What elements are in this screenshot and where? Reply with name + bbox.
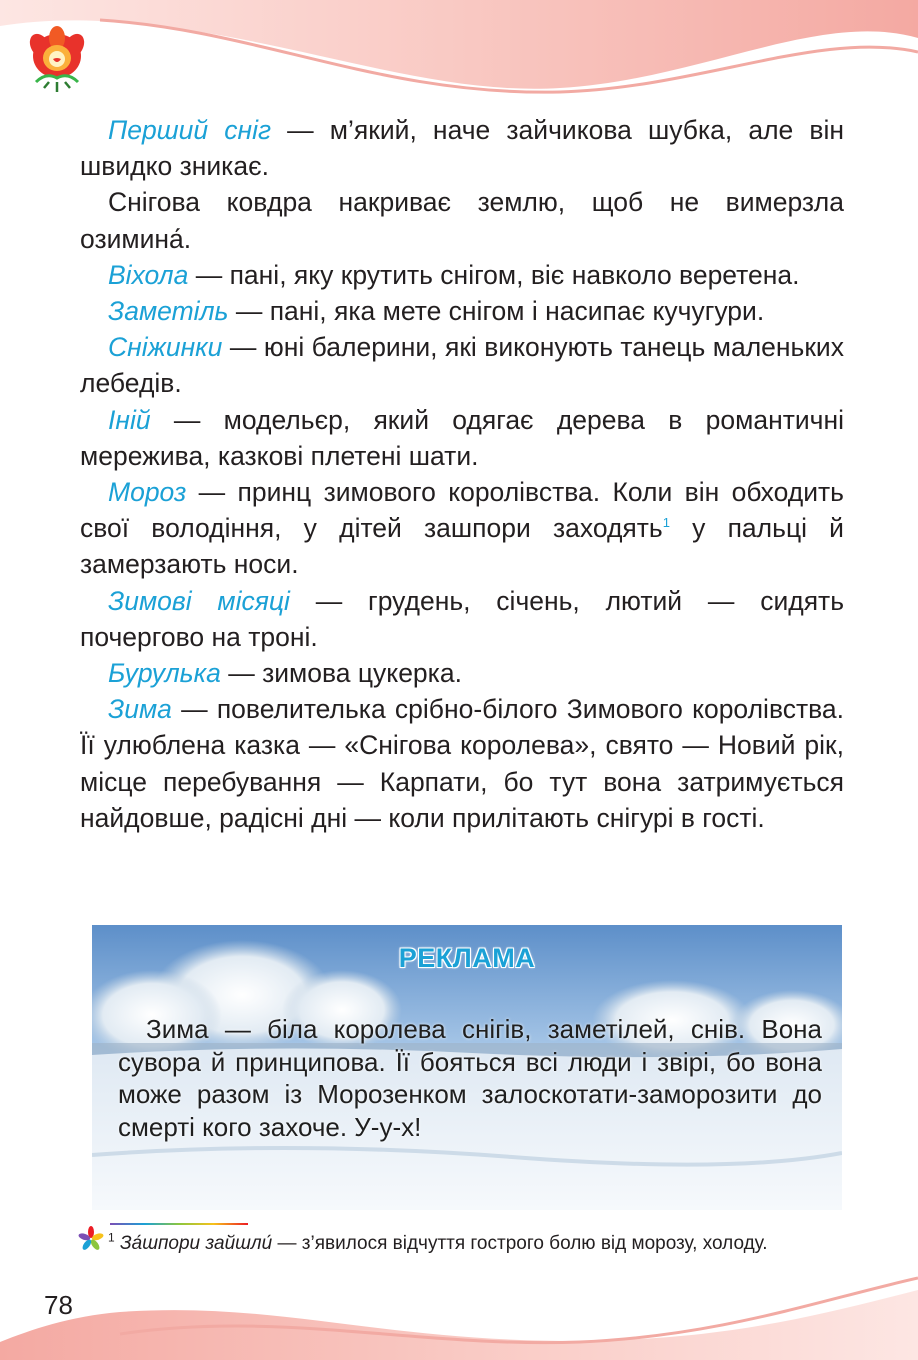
footnote-number: 1 <box>108 1230 115 1245</box>
folk-flower-icon <box>26 26 88 96</box>
entry-snowflakes <box>80 329 844 401</box>
entry-term: Заметіль <box>108 296 229 327</box>
ad-title: РЕКЛАМА <box>398 943 536 973</box>
footnote-divider <box>110 1223 248 1225</box>
entry-winter <box>80 691 844 836</box>
entry-term: Бурулька <box>108 658 221 689</box>
footnote-term: За́шпори зайшли́ <box>119 1233 273 1254</box>
bottom-decorative-wave <box>0 1250 918 1360</box>
entry-term: Іній <box>108 404 151 435</box>
entry-text: — пані, яку крутить снігом, віє навколо веретена. <box>188 259 800 290</box>
ad-text: Зима — біла королева снігів, заметілей, снів. Вона сувора й принципова. Її бояться всі люди і звірі, бо вона може разом із Морозенком залоскотати-заморозити до смерті кого захоче. У-у-х! <box>118 1014 822 1142</box>
entry-text: Снігова ковдра накриває землю, щоб не вимерзла озимина́. <box>80 187 844 254</box>
entry-first-snow <box>80 112 844 184</box>
entry-text: — повелителька срібно-білого Зимового королівства. Її улюблена казка — «Снігова королева», свято — Новий рік, місце перебування — Карпати, бо тут вона затримується найдовше, радісні дні — коли прилітають снігурі в гості. <box>80 694 844 833</box>
footnote-text: — з’явилося відчуття гострого болю від морозу, холоду. <box>272 1233 768 1254</box>
entry-text: — пані, яка мете снігом і насипає кучугури. <box>228 296 765 327</box>
entry-winter-months <box>80 583 844 655</box>
main-text <box>80 112 844 836</box>
entry-text: — принц зимового королівства. Коли він обходить свої володіння, у дітей зашпори заходять <box>80 477 844 544</box>
entry-term: Сніжинки <box>108 332 223 363</box>
entry-text: — модельєр, який одягає дерева в романтичні мережива, казкові плетені шати. <box>80 404 844 471</box>
entry-frost <box>80 474 844 583</box>
top-decorative-wave <box>0 0 918 110</box>
entry-term: Мороз <box>108 477 187 508</box>
entry-term: Зимові місяці <box>108 585 290 616</box>
advertisement-box <box>92 925 842 1210</box>
entry-text: — м’який, наче зайчикова шубка, але він швидко зникає. <box>80 115 844 182</box>
entry-text-after: у пальці й замерзають носи. <box>80 513 844 580</box>
entry-snowstorm <box>80 293 844 329</box>
entry-icicle <box>80 655 844 691</box>
footnote-ref[interactable]: 1 <box>662 515 670 531</box>
entry-snow-blanket <box>80 184 844 256</box>
page-number: 78 <box>44 1290 73 1320</box>
entry-hoarfrost <box>80 402 844 474</box>
entry-text: — грудень, січень, лютий — сидять почергово на троні. <box>80 585 844 652</box>
entry-blizzard <box>80 257 844 293</box>
entry-term: Віхола <box>108 259 189 290</box>
entry-term: Зима <box>108 694 172 725</box>
entry-text: — зимова цукерка. <box>220 658 462 689</box>
entry-term: Перший сніг <box>108 115 272 145</box>
entry-text: — юні балерини, які виконують танець маленьких лебедів. <box>80 332 844 399</box>
